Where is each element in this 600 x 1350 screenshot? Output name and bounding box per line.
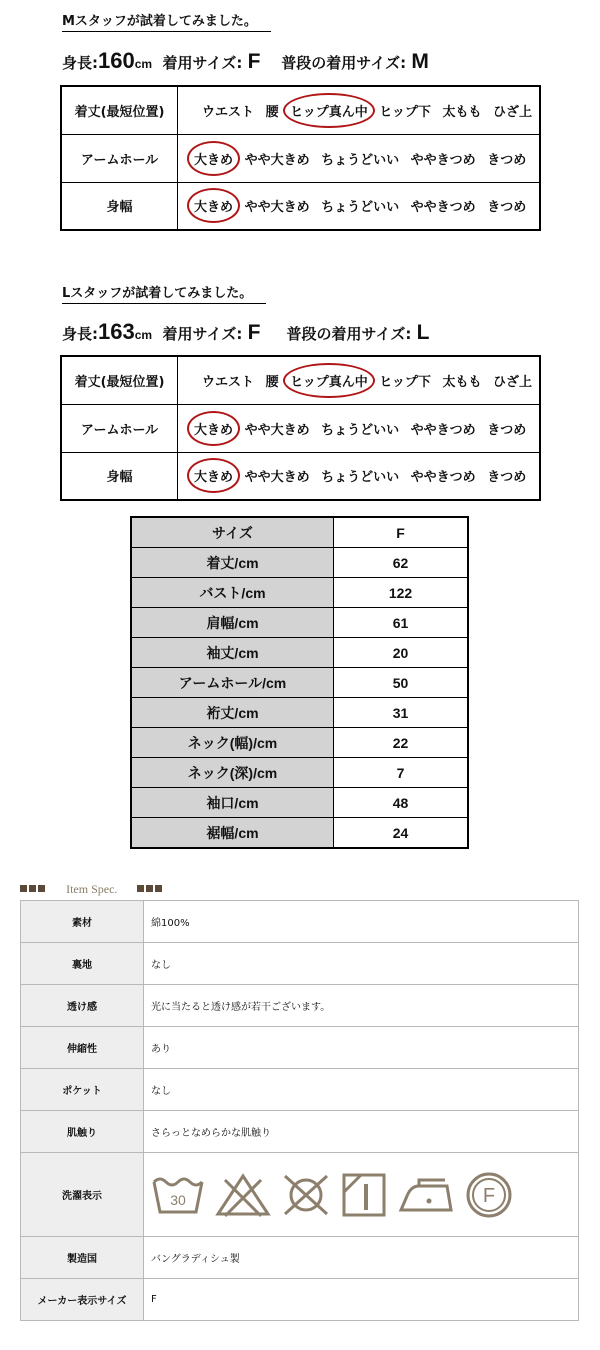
fit-row-label: 身幅: [61, 182, 178, 230]
fit-option: きつめ: [487, 200, 527, 216]
fit-row-options: [178, 182, 540, 230]
fit-row-length: [61, 86, 540, 134]
fit-option-selected: 大きめ: [194, 419, 233, 438]
wash-temperature: 30: [170, 1191, 186, 1208]
size-row-value: 31: [334, 698, 469, 728]
fit-option-selected: ヒップ真ん中: [290, 101, 368, 120]
l-staff-fit-table: [60, 355, 541, 501]
dry-clean-letter: F: [482, 1184, 496, 1207]
fit-option: やや大きめ: [244, 470, 310, 486]
spec-row-care: [21, 1153, 579, 1237]
size-row: [131, 578, 468, 608]
fit-row-label: 身幅: [61, 452, 178, 500]
fit-row-width: [61, 452, 540, 500]
size-row-label: ネック(幅)/cm: [131, 728, 334, 758]
size-row-value: 61: [334, 608, 469, 638]
fit-row-label: 着丈(最短位置): [61, 86, 178, 134]
no-bleach-icon: [215, 1172, 271, 1218]
size-row-value: 50: [334, 668, 469, 698]
spec-value: なし: [144, 943, 579, 985]
height-unit: cm: [134, 328, 153, 342]
fit-option: きつめ: [487, 422, 527, 438]
spec-row-texture: [21, 1111, 579, 1153]
size-row: [131, 698, 468, 728]
size-row-label: 袖口/cm: [131, 788, 334, 818]
size-label: 着用サイズ:: [162, 54, 243, 72]
spec-key: 素材: [21, 901, 144, 943]
size-row-label: ネック(深)/cm: [131, 758, 334, 788]
size-row-label: アームホール/cm: [131, 668, 334, 698]
spec-key: 肌触り: [21, 1111, 144, 1153]
fit-option: ひざ上: [492, 374, 532, 390]
spec-key: 製造国: [21, 1237, 144, 1279]
size-row-label: 裾幅/cm: [131, 818, 334, 849]
fit-option: ひざ上: [492, 104, 532, 120]
size-row-value: 48: [334, 788, 469, 818]
care-icons-cell: [144, 1153, 579, 1237]
spec-value: さらっとなめらかな肌触り: [144, 1111, 579, 1153]
usual-size-value: L: [416, 321, 430, 344]
size-row-label: 肩幅/cm: [131, 608, 334, 638]
spec-value: 綿100%: [144, 901, 579, 943]
no-tumble-dry-icon: [281, 1172, 331, 1218]
dry-clean-f-icon: [465, 1171, 513, 1219]
item-spec-title: Item Spec.: [66, 882, 118, 896]
height-value: 163: [98, 319, 135, 344]
fit-option: ややきつめ: [410, 152, 476, 168]
care-icons: [151, 1171, 578, 1219]
fit-option: やや大きめ: [244, 152, 310, 168]
fit-option-selected: 大きめ: [194, 196, 233, 215]
size-row-value: 122: [334, 578, 469, 608]
spec-value: バングラディシュ製: [144, 1237, 579, 1279]
spec-row-origin: [21, 1237, 579, 1279]
fit-option: きつめ: [487, 470, 527, 486]
fit-option: ややきつめ: [410, 200, 476, 216]
size-row-value: 62: [334, 548, 469, 578]
spec-row-sheerness: [21, 985, 579, 1027]
size-row-label: バスト/cm: [131, 578, 334, 608]
size-label: 着用サイズ:: [162, 325, 243, 343]
fit-option-selected: 大きめ: [194, 149, 233, 168]
spec-value: 光に当たると透け感が若干ございます。: [144, 985, 579, 1027]
spec-row-material: [21, 901, 579, 943]
size-row-value: 7: [334, 758, 469, 788]
fit-row-options: [178, 86, 540, 134]
spec-value: F: [144, 1279, 579, 1321]
spec-key: 透け感: [21, 985, 144, 1027]
wash-30-icon: [151, 1172, 205, 1218]
height-unit: cm: [134, 57, 153, 71]
size-row-label: 裄丈/cm: [131, 698, 334, 728]
size-row-value: 22: [334, 728, 469, 758]
size-row: [131, 818, 468, 849]
fit-row-length: [61, 356, 540, 404]
fit-option: ヒップ下: [379, 374, 431, 390]
fit-option: ちょうどいい: [321, 152, 400, 168]
size-row: [131, 728, 468, 758]
spec-row-maker-size: [21, 1279, 579, 1321]
spec-row-pocket: [21, 1069, 579, 1111]
l-staff-title: Lスタッフが試着してみました。: [62, 286, 266, 304]
line-dry-icon: [341, 1172, 387, 1218]
fit-option: ちょうどいい: [321, 470, 400, 486]
fit-option: 腰: [265, 374, 279, 390]
height-label: 身長:: [62, 325, 98, 343]
size-value: F: [247, 321, 261, 344]
l-staff-measurements: [62, 321, 429, 346]
fit-row-label: 着丈(最短位置): [61, 356, 178, 404]
size-header-value: F: [334, 517, 469, 548]
usual-size-label: 普段の着用サイズ:: [286, 325, 412, 343]
usual-size-label: 普段の着用サイズ:: [281, 54, 407, 72]
size-row-label: 袖丈/cm: [131, 638, 334, 668]
size-row: [131, 638, 468, 668]
size-row: [131, 668, 468, 698]
height-label: 身長:: [62, 54, 98, 72]
fit-option-selected: 大きめ: [194, 466, 233, 485]
size-row: [131, 758, 468, 788]
fit-row-width: [61, 182, 540, 230]
usual-size-value: M: [411, 50, 429, 73]
spec-key: 伸縮性: [21, 1027, 144, 1069]
fit-option: ちょうどいい: [321, 422, 400, 438]
fit-option: ウエスト: [202, 104, 255, 120]
spec-key: メーカー表示サイズ: [21, 1279, 144, 1321]
size-row-label: 着丈/cm: [131, 548, 334, 578]
fit-option: やや大きめ: [244, 200, 310, 216]
m-staff-title: Mスタッフが試着してみました。: [62, 14, 271, 32]
fit-option: 腰: [265, 104, 279, 120]
spec-value: あり: [144, 1027, 579, 1069]
spec-row-lining: [21, 943, 579, 985]
fit-option-selected: ヒップ真ん中: [290, 371, 368, 390]
iron-low-icon: [397, 1172, 455, 1218]
heading-squares-left: [20, 878, 47, 897]
spec-key: 洗濯表示: [21, 1153, 144, 1237]
spec-value: なし: [144, 1069, 579, 1111]
fit-option: ややきつめ: [410, 422, 476, 438]
spec-key: ポケット: [21, 1069, 144, 1111]
fit-row-options: [178, 134, 540, 182]
spec-row-stretch: [21, 1027, 579, 1069]
fit-row-options: [178, 404, 540, 452]
size-table: [130, 516, 469, 849]
heading-squares-right: [137, 878, 164, 897]
size-row-value: 20: [334, 638, 469, 668]
fit-option: ちょうどいい: [321, 200, 400, 216]
fit-option: 太もも: [442, 374, 482, 390]
item-spec-heading: [20, 878, 164, 897]
size-row: [131, 608, 468, 638]
fit-option: 太もも: [442, 104, 482, 120]
size-row: [131, 788, 468, 818]
fit-row-label: アームホール: [61, 404, 178, 452]
fit-row-options: [178, 356, 540, 404]
size-row: [131, 548, 468, 578]
height-value: 160: [98, 48, 135, 73]
fit-option: ウエスト: [202, 374, 255, 390]
fit-option: ヒップ下: [379, 104, 431, 120]
fit-option: きつめ: [487, 152, 527, 168]
fit-option: やや大きめ: [244, 422, 310, 438]
fit-row-label: アームホール: [61, 134, 178, 182]
spec-key: 裏地: [21, 943, 144, 985]
size-table-header: [131, 517, 468, 548]
m-staff-measurements: [62, 50, 429, 75]
fit-option: ややきつめ: [410, 470, 476, 486]
item-spec-table: [20, 900, 579, 1321]
size-header-label: サイズ: [131, 517, 334, 548]
size-value: F: [247, 50, 261, 73]
fit-row-armhole: [61, 404, 540, 452]
fit-row-armhole: [61, 134, 540, 182]
size-row-value: 24: [334, 818, 469, 849]
fit-row-options: [178, 452, 540, 500]
m-staff-fit-table: [60, 85, 541, 231]
